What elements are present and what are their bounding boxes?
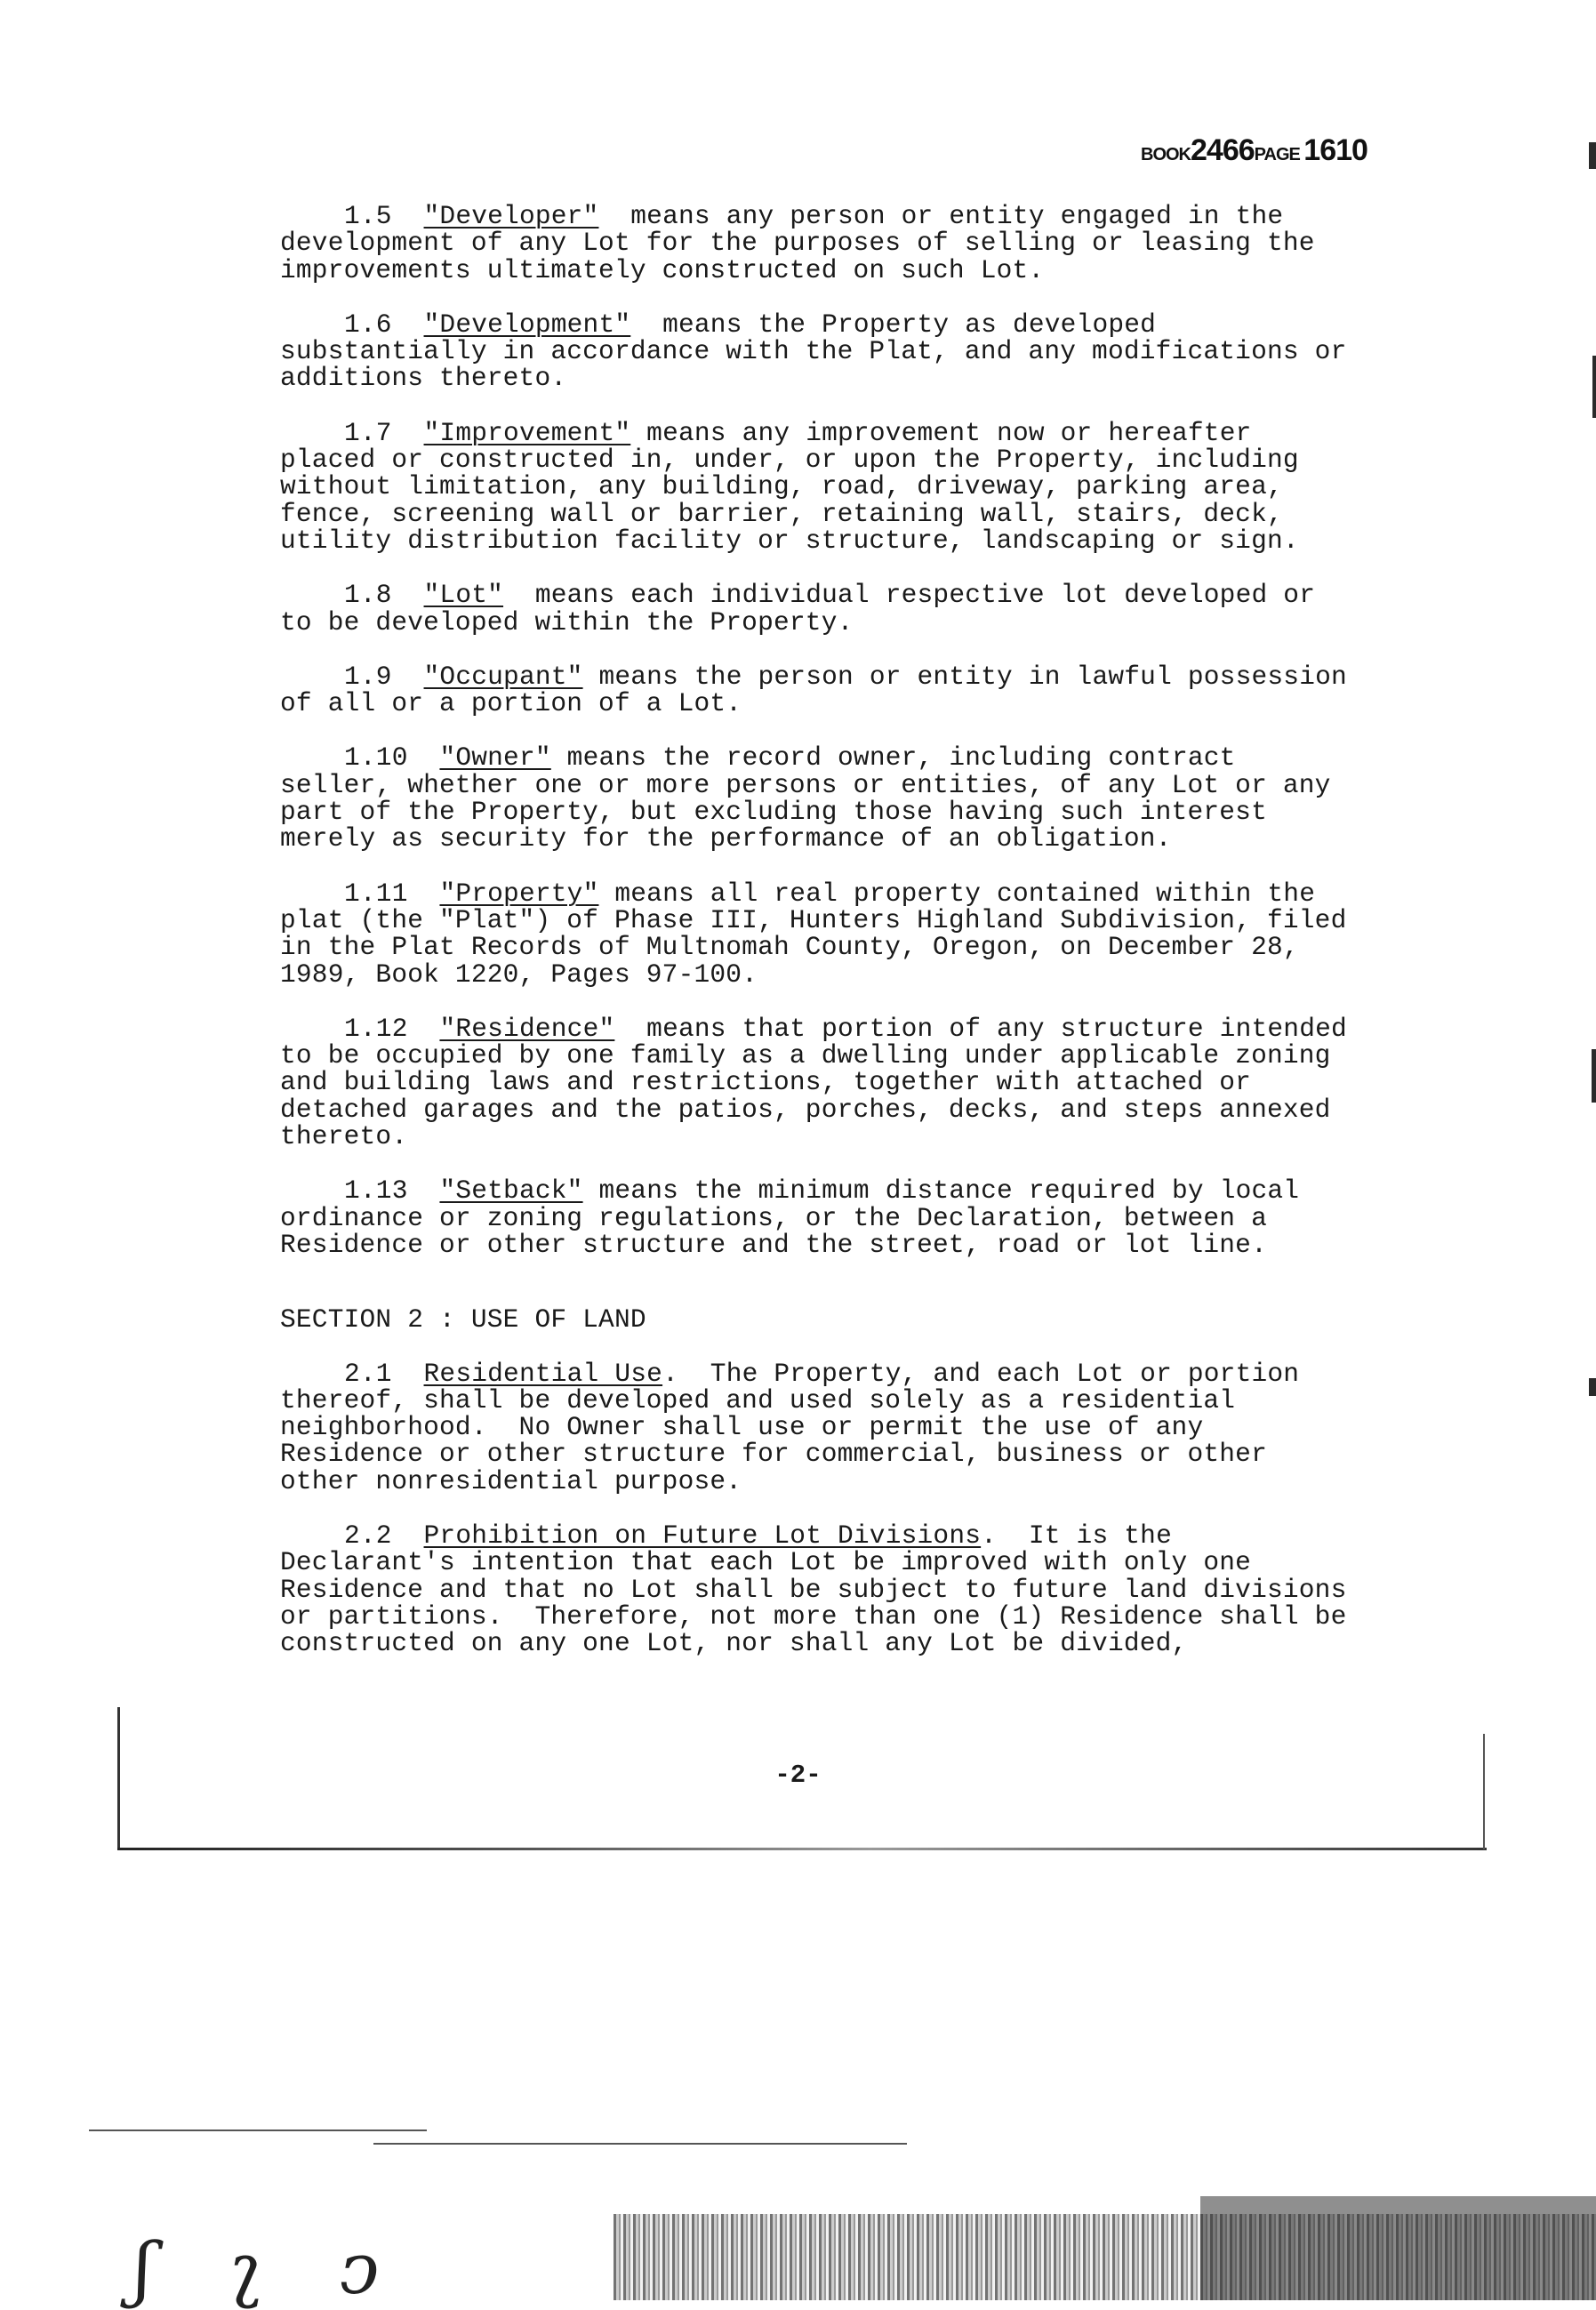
clause-line: of all or a portion of a Lot. <box>280 688 742 719</box>
scan-noise-line <box>89 2130 427 2131</box>
clause-line: and building laws and restrictions, together with attached or <box>280 1067 1252 1098</box>
frame-right-border <box>1483 1734 1485 1849</box>
scan-edge-mark <box>1592 1049 1596 1103</box>
clause-paragraph <box>280 663 1409 718</box>
clause-number: 1.11 <box>344 878 408 909</box>
clause-line: ordinance or zoning regulations, or the Declaration, between a <box>280 1202 1267 1233</box>
clause-line: improvements ultimately constructed on such Lot. <box>280 254 1045 285</box>
clause-text: . It is the <box>981 1520 1172 1551</box>
clause-line: part of the Property, but excluding those having such interest <box>280 797 1267 828</box>
clause-number: 2.2 <box>344 1520 392 1551</box>
clause-line: other nonresidential purpose. <box>280 1465 742 1496</box>
book-page-stamp <box>1141 133 1367 168</box>
clause-line: constructed on any one Lot, nor shall any Lot be divided, <box>280 1628 1188 1659</box>
page-number: -2- <box>774 1761 822 1790</box>
clause-paragraph <box>280 417 1409 556</box>
defined-term: "Owner" <box>439 742 551 774</box>
clause-paragraph <box>280 1360 1409 1495</box>
defined-term: "Occupant" <box>423 661 583 692</box>
scan-edge-mark <box>1589 1378 1596 1396</box>
defined-term: "Setback" <box>439 1175 583 1207</box>
clause-line: development of any Lot for the purposes of selling or leasing the <box>280 228 1315 259</box>
handwritten-mark: ʃ ʅ ↄ <box>133 2227 406 2310</box>
clause-paragraph <box>280 744 1409 852</box>
scan-edge-mark <box>1592 356 1596 418</box>
clause-text: means the minimum distance required by local <box>582 1175 1300 1207</box>
section-heading: SECTION 2 : USE OF LAND <box>280 1304 646 1335</box>
clause-first-line <box>280 1175 1409 1207</box>
clause-first-line <box>280 311 1409 338</box>
clause-text: means the record owner, including contract <box>550 742 1236 774</box>
clause-line: Declarant's intention that each Lot be improved with only one <box>280 1547 1252 1578</box>
scan-noise-line <box>373 2143 907 2145</box>
section-2-list <box>280 1360 1409 1657</box>
clause-paragraph <box>280 1015 1409 1150</box>
clause-first-line <box>280 203 1409 229</box>
clause-paragraph <box>280 203 1409 284</box>
clause-number: 1.7 <box>344 417 392 448</box>
frame-left-border <box>117 1707 120 1849</box>
clause-text: . The Property, and each Lot or portion <box>662 1358 1300 1389</box>
clause-paragraph <box>280 311 1409 392</box>
clause-text: means the Property as developed <box>630 309 1157 340</box>
clause-text: means that portion of any structure intended <box>614 1013 1347 1044</box>
definitions-list <box>280 203 1409 1258</box>
clause-line: substantially in accordance with the Plat, and any modifications or <box>280 336 1347 367</box>
defined-term: "Development" <box>423 309 631 340</box>
clause-first-line <box>280 580 1409 611</box>
clause-line: thereto. <box>280 1121 408 1152</box>
clause-number: 1.5 <box>344 201 392 231</box>
clause-number: 1.9 <box>344 661 392 692</box>
defined-term: "Property" <box>439 878 599 909</box>
book-label: BOOK <box>1141 145 1191 164</box>
frame-bottom-border <box>117 1848 1487 1850</box>
clause-text: means each individual respective lot developed or <box>503 580 1316 611</box>
clause-first-line <box>280 1015 1409 1042</box>
clause-paragraph <box>280 1520 1409 1659</box>
clause-line: placed or constructed in, under, or upon the Property, including <box>280 445 1299 476</box>
scan-noise-dark <box>1200 2196 1596 2300</box>
clause-line: neighborhood. No Owner shall use or permit the use of any <box>280 1412 1204 1443</box>
defined-term: Prohibition on Future Lot Divisions <box>423 1520 982 1551</box>
clause-first-line <box>280 1360 1409 1387</box>
defined-term: "Residence" <box>439 1013 615 1044</box>
clause-line: utility distribution facility or structure, landscaping or sign. <box>280 525 1299 556</box>
clause-line: seller, whether one or more persons or entities, of any Lot or any <box>280 769 1331 800</box>
clause-number: 1.8 <box>344 580 392 611</box>
clause-line: to be developed within the Property. <box>280 606 854 638</box>
clause-line: merely as security for the performance of an obligation. <box>280 823 1172 854</box>
clause-line: fence, screening wall or barrier, retaining wall, stairs, deck, <box>280 498 1283 529</box>
clause-line: Residence or other structure and the street, road or lot line. <box>280 1229 1267 1260</box>
clause-line: Residence and that no Lot shall be subject to future land divisions <box>280 1574 1347 1605</box>
clause-line: thereof, shall be developed and used solely as a residential <box>280 1384 1236 1416</box>
clause-line: Residence or other structure for commercial, business or other <box>280 1439 1267 1470</box>
clause-line: to be occupied by one family as a dwelling under applicable zoning <box>280 1040 1331 1071</box>
clause-text: means the person or entity in lawful possession <box>582 661 1347 692</box>
clause-number: 1.10 <box>344 742 408 774</box>
clause-number: 1.13 <box>344 1175 408 1207</box>
clause-number: 1.6 <box>344 309 392 340</box>
clause-first-line <box>280 742 1409 774</box>
defined-term: "Improvement" <box>423 417 631 448</box>
clause-number: 1.12 <box>344 1013 408 1044</box>
clause-text: means all real property contained within the <box>598 878 1316 909</box>
clause-line: in the Plat Records of Multnomah County, Oregon, on December 28, <box>280 932 1299 963</box>
document-body <box>280 203 1409 1684</box>
clause-line: plat (the "Plat") of Phase III, Hunters Highland Subdivision, filed <box>280 904 1347 935</box>
clause-paragraph <box>280 1177 1409 1258</box>
clause-first-line <box>280 1522 1409 1549</box>
clause-line: detached garages and the patios, porches, decks, and steps annexed <box>280 1094 1331 1125</box>
book-number: 2466 <box>1191 133 1255 167</box>
defined-term: "Lot" <box>423 580 504 611</box>
page-label: PAGE <box>1254 145 1300 164</box>
clause-text: means any improvement now or hereafter <box>630 417 1252 448</box>
defined-term: "Developer" <box>423 201 599 231</box>
clause-line: 1989, Book 1220, Pages 97-100. <box>280 958 758 990</box>
clause-number: 2.1 <box>344 1358 392 1389</box>
clause-line: additions thereto. <box>280 363 567 394</box>
scan-edge-mark <box>1589 142 1596 169</box>
defined-term: Residential Use <box>423 1358 663 1389</box>
clause-line: without limitation, any building, road, driveway, parking area, <box>280 471 1283 502</box>
clause-paragraph <box>280 880 1409 988</box>
clause-text: means any person or entity engaged in the <box>598 201 1284 231</box>
clause-paragraph <box>280 582 1409 636</box>
clause-line: or partitions. Therefore, not more than one (1) Residence shall be <box>280 1600 1347 1632</box>
clause-first-line <box>280 880 1409 907</box>
page-number-stamp: 1610 <box>1303 133 1367 167</box>
clause-first-line <box>280 417 1409 448</box>
clause-first-line <box>280 663 1409 690</box>
